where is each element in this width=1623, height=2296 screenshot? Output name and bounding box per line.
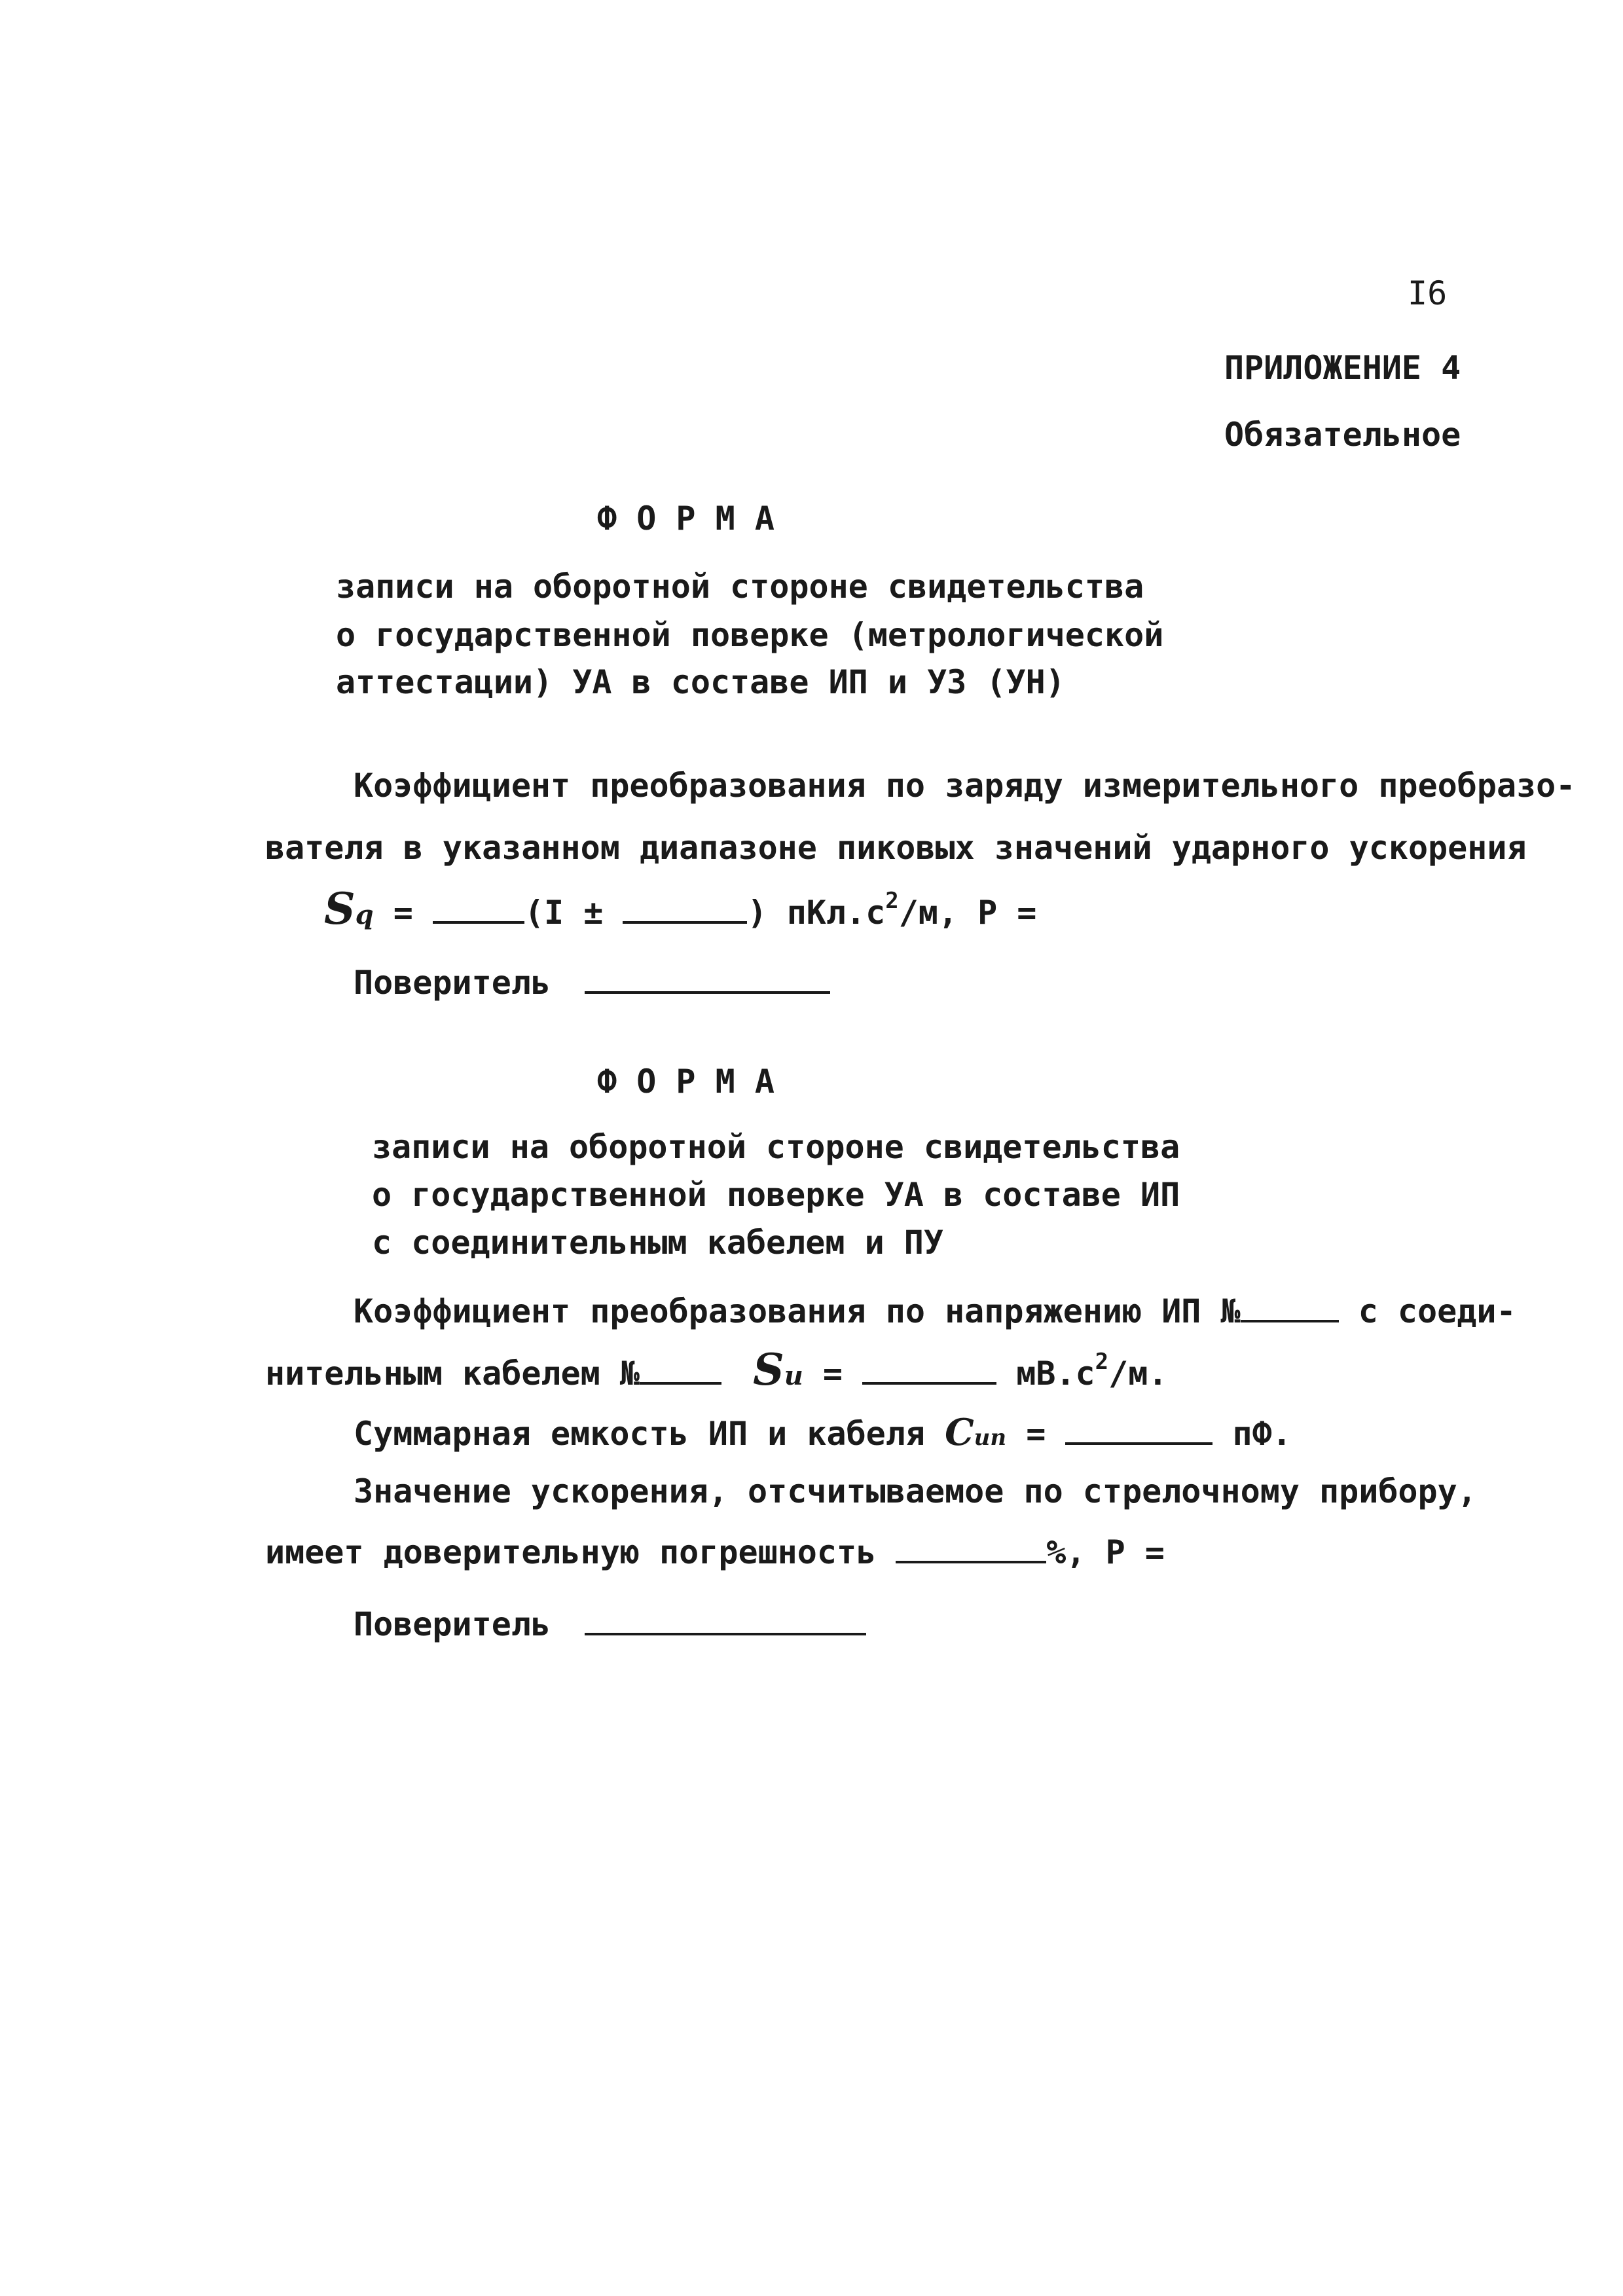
form2-line-1 bbox=[354, 1291, 1516, 1331]
su-equals: = bbox=[803, 1355, 863, 1393]
form1-paragraph-line-2: вателя в указанном диапазоне пиковых значений ударного ускорения bbox=[265, 829, 1527, 867]
sq-unit: ) пКл.с bbox=[747, 894, 886, 932]
sq-open: (I bbox=[524, 894, 584, 932]
uncertainty-blank[interactable] bbox=[896, 1532, 1046, 1563]
sq-symbol: S bbox=[324, 883, 356, 934]
sq-subscript: q bbox=[355, 900, 374, 930]
form2-desc-line-2: о государственной поверке УА в составе ИП bbox=[372, 1176, 1180, 1214]
form1-formula bbox=[324, 883, 1037, 935]
form2-line-2-text: нительным кабелем № bbox=[265, 1355, 640, 1393]
sq-unit-exponent: 2 bbox=[885, 888, 899, 915]
c-equals: = bbox=[1006, 1415, 1066, 1453]
form2-line-2 bbox=[265, 1344, 1168, 1396]
form1-verifier-signature-blank[interactable] bbox=[585, 962, 830, 994]
su-unit-exponent: 2 bbox=[1095, 1349, 1109, 1376]
su-value-blank[interactable] bbox=[862, 1353, 996, 1385]
ip-number-blank[interactable] bbox=[1241, 1291, 1339, 1322]
sq-tail: /м, Р = bbox=[898, 894, 1037, 932]
sq-value-blank[interactable] bbox=[433, 892, 524, 924]
capacitance-blank[interactable] bbox=[1065, 1413, 1213, 1445]
sq-equals: = bbox=[373, 894, 433, 932]
form2-line-3 bbox=[354, 1413, 1292, 1457]
form1-paragraph-line-1: Коэффициент преобразования по заряду измерительного преобразо- bbox=[354, 767, 1576, 805]
form2-verifier-label: Поверитель bbox=[354, 1605, 551, 1643]
form1-verifier-label: Поверитель bbox=[354, 964, 551, 1002]
form2-verifier-signature-blank[interactable] bbox=[585, 1604, 866, 1635]
c-subscript: ип bbox=[974, 1425, 1007, 1451]
form1-title: Ф О Р М А bbox=[597, 500, 775, 538]
plus-minus: ± bbox=[583, 894, 604, 932]
form2-line-1-tail: с соеди- bbox=[1338, 1292, 1516, 1330]
sq-tolerance-blank[interactable] bbox=[623, 892, 747, 924]
form2-line-5-text: имеет доверительную погрешность bbox=[265, 1533, 896, 1571]
form2-line-5 bbox=[265, 1532, 1165, 1572]
form2-title: Ф О Р М А bbox=[597, 1063, 775, 1101]
form2-line-1-text: Коэффициент преобразования по напряжению ИП № bbox=[354, 1292, 1241, 1330]
su-subscript: u bbox=[784, 1360, 803, 1391]
form1-verifier bbox=[354, 962, 830, 1002]
form1-desc-line-2: о государственной поверке (метрологической bbox=[336, 616, 1164, 654]
form2-verifier bbox=[354, 1604, 866, 1644]
c-unit: пФ. bbox=[1213, 1415, 1292, 1453]
form1-desc-line-3: аттестации) УА в составе ИП и УЗ (УН) bbox=[336, 663, 1065, 701]
form2-line-5-tail: %, Р = bbox=[1046, 1533, 1165, 1571]
form2-line-4: Значение ускорения, отсчитываемое по стрелочному прибору, bbox=[354, 1472, 1477, 1510]
appendix-status: Обязательное bbox=[1224, 416, 1461, 454]
c-symbol: C bbox=[945, 1411, 974, 1454]
su-symbol: S bbox=[753, 1344, 784, 1395]
su-unit: мВ.с bbox=[996, 1355, 1095, 1393]
page-number: I6 bbox=[1408, 274, 1448, 312]
cable-number-blank[interactable] bbox=[640, 1353, 721, 1385]
su-tail: /м. bbox=[1108, 1355, 1168, 1393]
form2-desc-line-3: с соединительным кабелем и ПУ bbox=[372, 1224, 943, 1262]
form1-desc-line-1: записи на оборотной стороне свидетельства bbox=[336, 568, 1144, 606]
form2-line-3-text: Суммарная емкость ИП и кабеля bbox=[354, 1415, 945, 1453]
appendix-label: ПРИЛОЖЕНИЕ 4 bbox=[1224, 349, 1461, 387]
form2-desc-line-1: записи на оборотной стороне свидетельства bbox=[372, 1128, 1180, 1166]
